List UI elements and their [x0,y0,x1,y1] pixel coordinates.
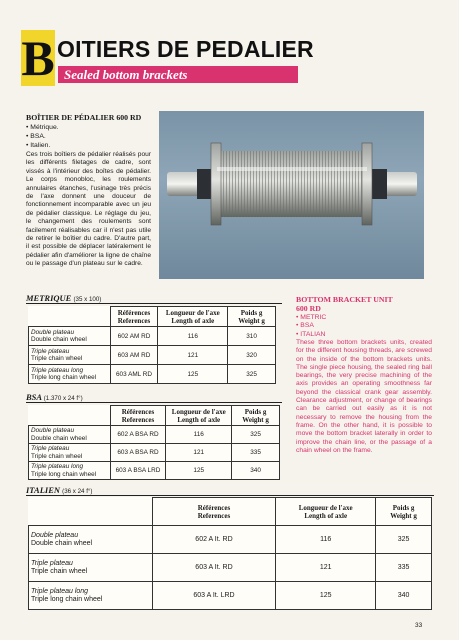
section-rule [26,495,434,496]
table-row: Triple plateau Triple chain wheel 603 AM RD 121 320 [29,346,276,365]
section-rule [26,402,282,403]
italien-title: ITALIEN [26,485,61,495]
french-bullet: • Métrique. [26,123,59,132]
table-row: Double plateau Double chain wheel 602 A It. RD 116 325 [29,526,432,554]
bsa-table [28,405,280,480]
table-row: Triple plateau long Triple long chain wheel 603 A It. LRD 125 340 [29,582,432,610]
english-heading-line2: 600 RD [296,304,321,313]
french-heading: BOÎTIER DE PÉDALIER 600 RD [26,113,142,122]
bottom-bracket-illustration [159,111,424,279]
page-number: 33 [415,622,423,629]
table-row: Triple plateau long Triple long chain wheel 603 AML RD 125 325 [29,365,276,384]
table-header-row [29,498,432,526]
page-subtitle: Sealed bottom brackets [58,66,298,83]
table-row: Triple plateau Triple chain wheel 603 A It. RD 121 335 [29,554,432,582]
length-header: Longueur de l'axe Length of axle [166,406,232,426]
french-description: Ces trois boîtiers de pédalier réalisés pour les différents filetages de cadre, sont vissés à l'intérieur des boîtes de pédalier. Le corps monobloc, les roulements annulaires étanches, l'usinage très précis de l'axe donnent une douceur de fonctionnement incomparable avec un jeu de pédalier classique. Le réglage du jeu, le changement des roulements sont facilement réalisables car il n'est pas utile de retirer le boîtier du cadre. D'autre part, il est possible de déplacer latéralement le pédalier afin d'améliorer la ligne de chaîne ou le passage d'un plateau sur le cadre. [26,151,151,268]
english-bullet: • METRIC [296,314,326,322]
italien-dims: (36 x 24 f°) [62,488,93,495]
english-description: These three bottom brackets units, created for the different housing threads, are screwed on the inside of the bottom brackets units. The single piece housing, the sealed ring ball bearings, the very precise machining of the axis provides an operating smoothness far beyond the classical crank gear assembly. Clearance adjustment, or change of bearings can be carried out easily as it is not necessary to remove the housing from the frame. On the other hand, it is possible to move the bottom bracket laterally in order to improve the chain line, or the passage of a chain wheel on the frame. [296,339,432,454]
ref-header: Références References [110,307,158,327]
table-row: Triple plateau Triple chain wheel 603 A BSA RD 121 335 [29,444,280,462]
length-header: Longueur de l'axe Length of axle [276,498,376,526]
table-header-row [29,406,280,426]
metrique-table [28,306,276,384]
metrique-title: METRIQUE [26,293,72,303]
english-heading-line1: BOTTOM BRACKET UNIT [296,295,393,304]
italien-table [28,497,432,610]
weight-header: Poids g Weight g [228,307,276,327]
page-title: OITIERS DE PEDALIER [57,36,314,62]
product-photo [159,111,424,279]
french-bullets [26,123,59,150]
weight-header: Poids g Weight g [376,498,432,526]
table-row: Double plateau Double chain wheel 602 A BSA RD 116 325 [29,426,280,444]
metrique-dims: (35 x 100) [73,296,102,303]
english-bullet: • ITALIAN [296,331,326,339]
section-title-metrique [26,293,101,303]
table-row: Triple plateau long Triple long chain wheel 603 A BSA LRD 125 340 [29,462,280,480]
section-title-italien [26,485,92,495]
bsa-dims: (1.370 x 24 f°) [43,395,83,402]
section-title-bsa [26,392,83,402]
table-header-row [29,307,276,327]
english-bullets [296,314,326,339]
length-header: Longueur de l'axe Length of axle [158,307,228,327]
french-bullet: • BSA. [26,132,59,141]
ref-header: Références References [152,498,276,526]
section-rule [26,303,282,304]
weight-header: Poids g Weight g [232,406,280,426]
french-bullet: • Italien. [26,141,59,150]
title-initial: B [21,30,55,86]
table-row: Double plateau Double chain wheel 602 AM RD 116 310 [29,327,276,346]
bsa-title: BSA [26,392,42,402]
english-bullet: • BSA [296,322,326,330]
english-heading [296,295,393,313]
ref-header: Références References [110,406,166,426]
